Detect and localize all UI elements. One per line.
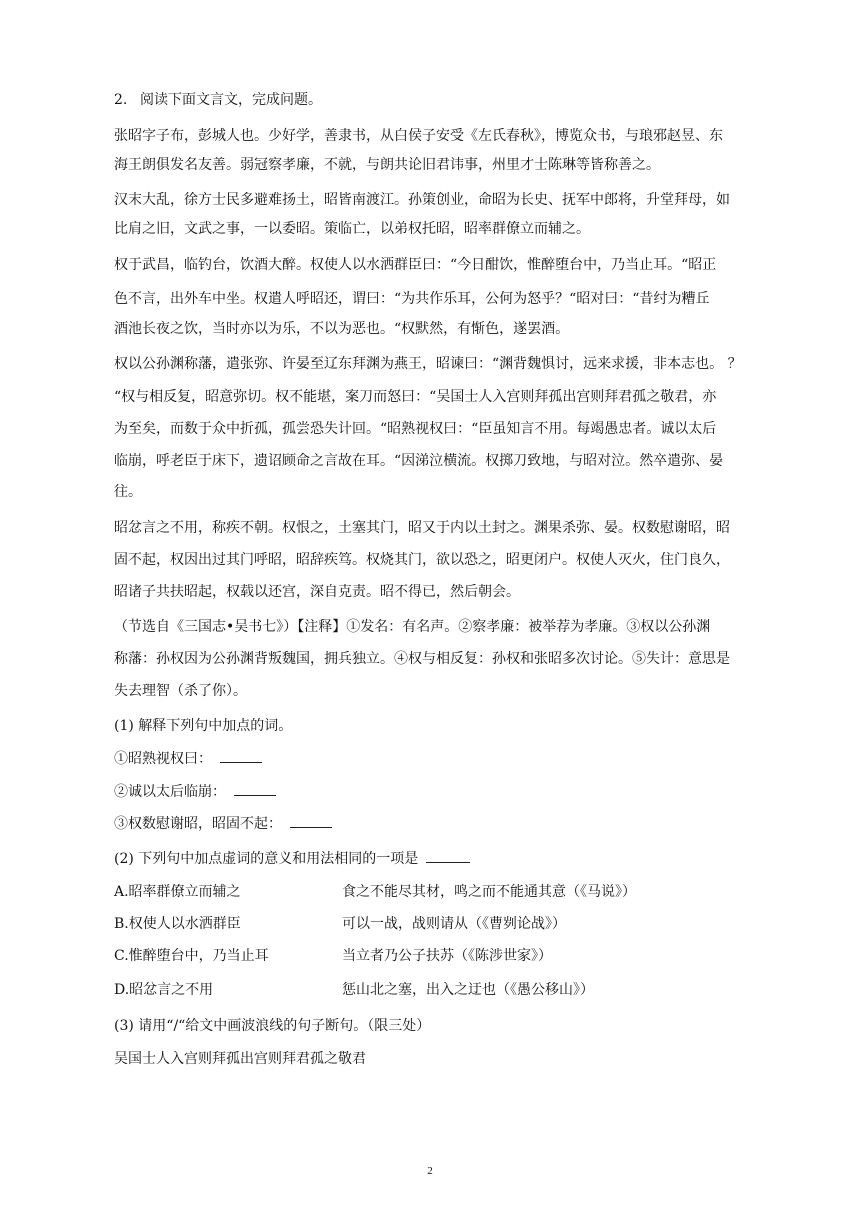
passage-line: 往。 bbox=[114, 484, 142, 500]
answer-blank[interactable] bbox=[290, 813, 332, 828]
page-number: 2 bbox=[427, 1165, 433, 1177]
item-text: ①昭熟视权曰： bbox=[114, 751, 212, 767]
option-left: A.昭率群僚立而辅之 bbox=[114, 884, 241, 900]
passage-line: 昭忿言之不用，称疾不朝。权恨之，土塞其门，昭又于内以土封之。渊果杀弥、晏。权数慰谢昭，昭 bbox=[114, 520, 730, 536]
option-left: D.昭忿言之不用 bbox=[114, 982, 214, 998]
question-instruction: 阅读下面文言文，完成问题。 bbox=[140, 92, 322, 108]
answer-blank[interactable] bbox=[426, 848, 470, 863]
sub-question-1-item bbox=[114, 813, 794, 834]
option-left: C.惟醉堕台中，乃当止耳 bbox=[114, 948, 269, 964]
item-text: ③权数慰谢昭，昭固不起： bbox=[114, 816, 282, 832]
item-text: ②诚以太后临崩： bbox=[114, 784, 226, 800]
passage-line: 昭诸子共扶昭起，权载以还宫，深自克责。昭不得已，然后朝会。 bbox=[114, 584, 520, 600]
sub-question-2-text: (2) 下列句中加点虚词的意义和用法相同的一项是 bbox=[114, 851, 419, 867]
passage-line: 汉末大乱，徐方士民多避难扬土，昭皆南渡江。孙策创业，命昭为长史、抚军中郎将，升堂拜母，如 bbox=[114, 192, 730, 208]
passage-line: “权与相反复，昭意弥切。权不能堪，案刀而怒曰：“吴国士人入宫则拜孤出宫则拜君孤之敬君，亦 bbox=[114, 389, 717, 405]
notes-line: 称藩：孙权因为公孙渊背叛魏国，拥兵独立。④权与相反复：孙权和张昭多次讨论。⑤失计：意思是 bbox=[114, 651, 730, 667]
option-left: B.权使人以水洒群臣 bbox=[114, 916, 241, 932]
sub-question-1-item bbox=[114, 781, 794, 802]
sub-question-1-item bbox=[114, 748, 794, 769]
passage-line: 固不起，权因出过其门呼昭，昭辞疾笃。权烧其门，欲以恐之，昭更闭户。权使人灭火，住门良久， bbox=[114, 552, 730, 568]
passage-line: 临崩，呼老臣于床下，遗诏顾命之言故在耳。“因涕泣横流。权掷刀致地，与昭对泣。然卒遣弥、晏 bbox=[114, 453, 724, 469]
passage-line: 权以公孙渊称藩，遣张弥、许晏至辽东拜渊为燕王，昭谏曰：“渊背魏惧讨，远来求援，非本志也。 ？ bbox=[114, 356, 742, 372]
passage-line: 张昭字子布，彭城人也。少好学，善隶书，从白侯子安受《左氏春秋》，博览众书，与琅邪赵昱、东 bbox=[114, 128, 723, 144]
passage-line: 酒池长夜之饮，当时亦以为乐，不以为恶也。“权默然，有惭色，遂罢酒。 bbox=[114, 321, 570, 337]
option-right: 惩山北之塞，出入之迂也（《愚公移山》） bbox=[342, 982, 594, 998]
passage-line: 权于武昌，临钓台，饮酒大醉。权使人以水洒群臣曰：“今日酣饮，惟醉堕台中，乃当止耳。“昭正 bbox=[114, 257, 717, 273]
sub-question-3-label: (3) 请用“/“给文中画波浪线的句子断句。（限三处） bbox=[114, 1018, 431, 1034]
answer-blank[interactable] bbox=[220, 748, 262, 763]
sub-question-3-sentence: 吴国士人入宫则拜孤出宫则拜君孤之敬君 bbox=[114, 1051, 366, 1067]
option-right: 食之不能尽其材，鸣之而不能通其意（《马说》） bbox=[342, 884, 636, 900]
notes-line: 失去理智（杀了你）。 bbox=[114, 683, 247, 699]
answer-blank[interactable] bbox=[234, 781, 276, 796]
sub-question-1-label: (1) 解释下列句中加点的词。 bbox=[114, 718, 293, 734]
passage-line: 色不言，出外车中坐。权遣人呼昭还，谓曰：“为共作乐耳，公何为怒乎？“昭对曰：“昔纣为糟丘 bbox=[114, 291, 710, 307]
question-number: 2. bbox=[114, 92, 128, 108]
passage-line: 海王朗俱发名友善。弱冠察孝廉，不就，与朗共论旧君讳事，州里才士陈琳等皆称善之。 bbox=[114, 157, 660, 173]
question-heading bbox=[114, 90, 794, 110]
notes-line: （节选自《三国志•吴书七》）【注释】①发名：有名声。②察孝廉：被举荐为孝廉。③权以公孙渊 bbox=[114, 619, 711, 635]
passage-line: 为至矣，而数于众中折孤，孤尝恐失计回。“昭熟视权曰：“臣虽知言不用。每竭愚忠者。诚以太后 bbox=[114, 421, 717, 437]
passage-line: 比肩之旧，文武之事，一以委昭。策临亡，以弟权托昭，昭率群僚立而辅之。 bbox=[114, 221, 590, 237]
option-right: 当立者乃公子扶苏（《陈涉世家》） bbox=[342, 948, 552, 964]
sub-question-2-label bbox=[114, 848, 794, 869]
option-right: 可以一战，战则请从（《曹刿论战》） bbox=[342, 916, 566, 932]
